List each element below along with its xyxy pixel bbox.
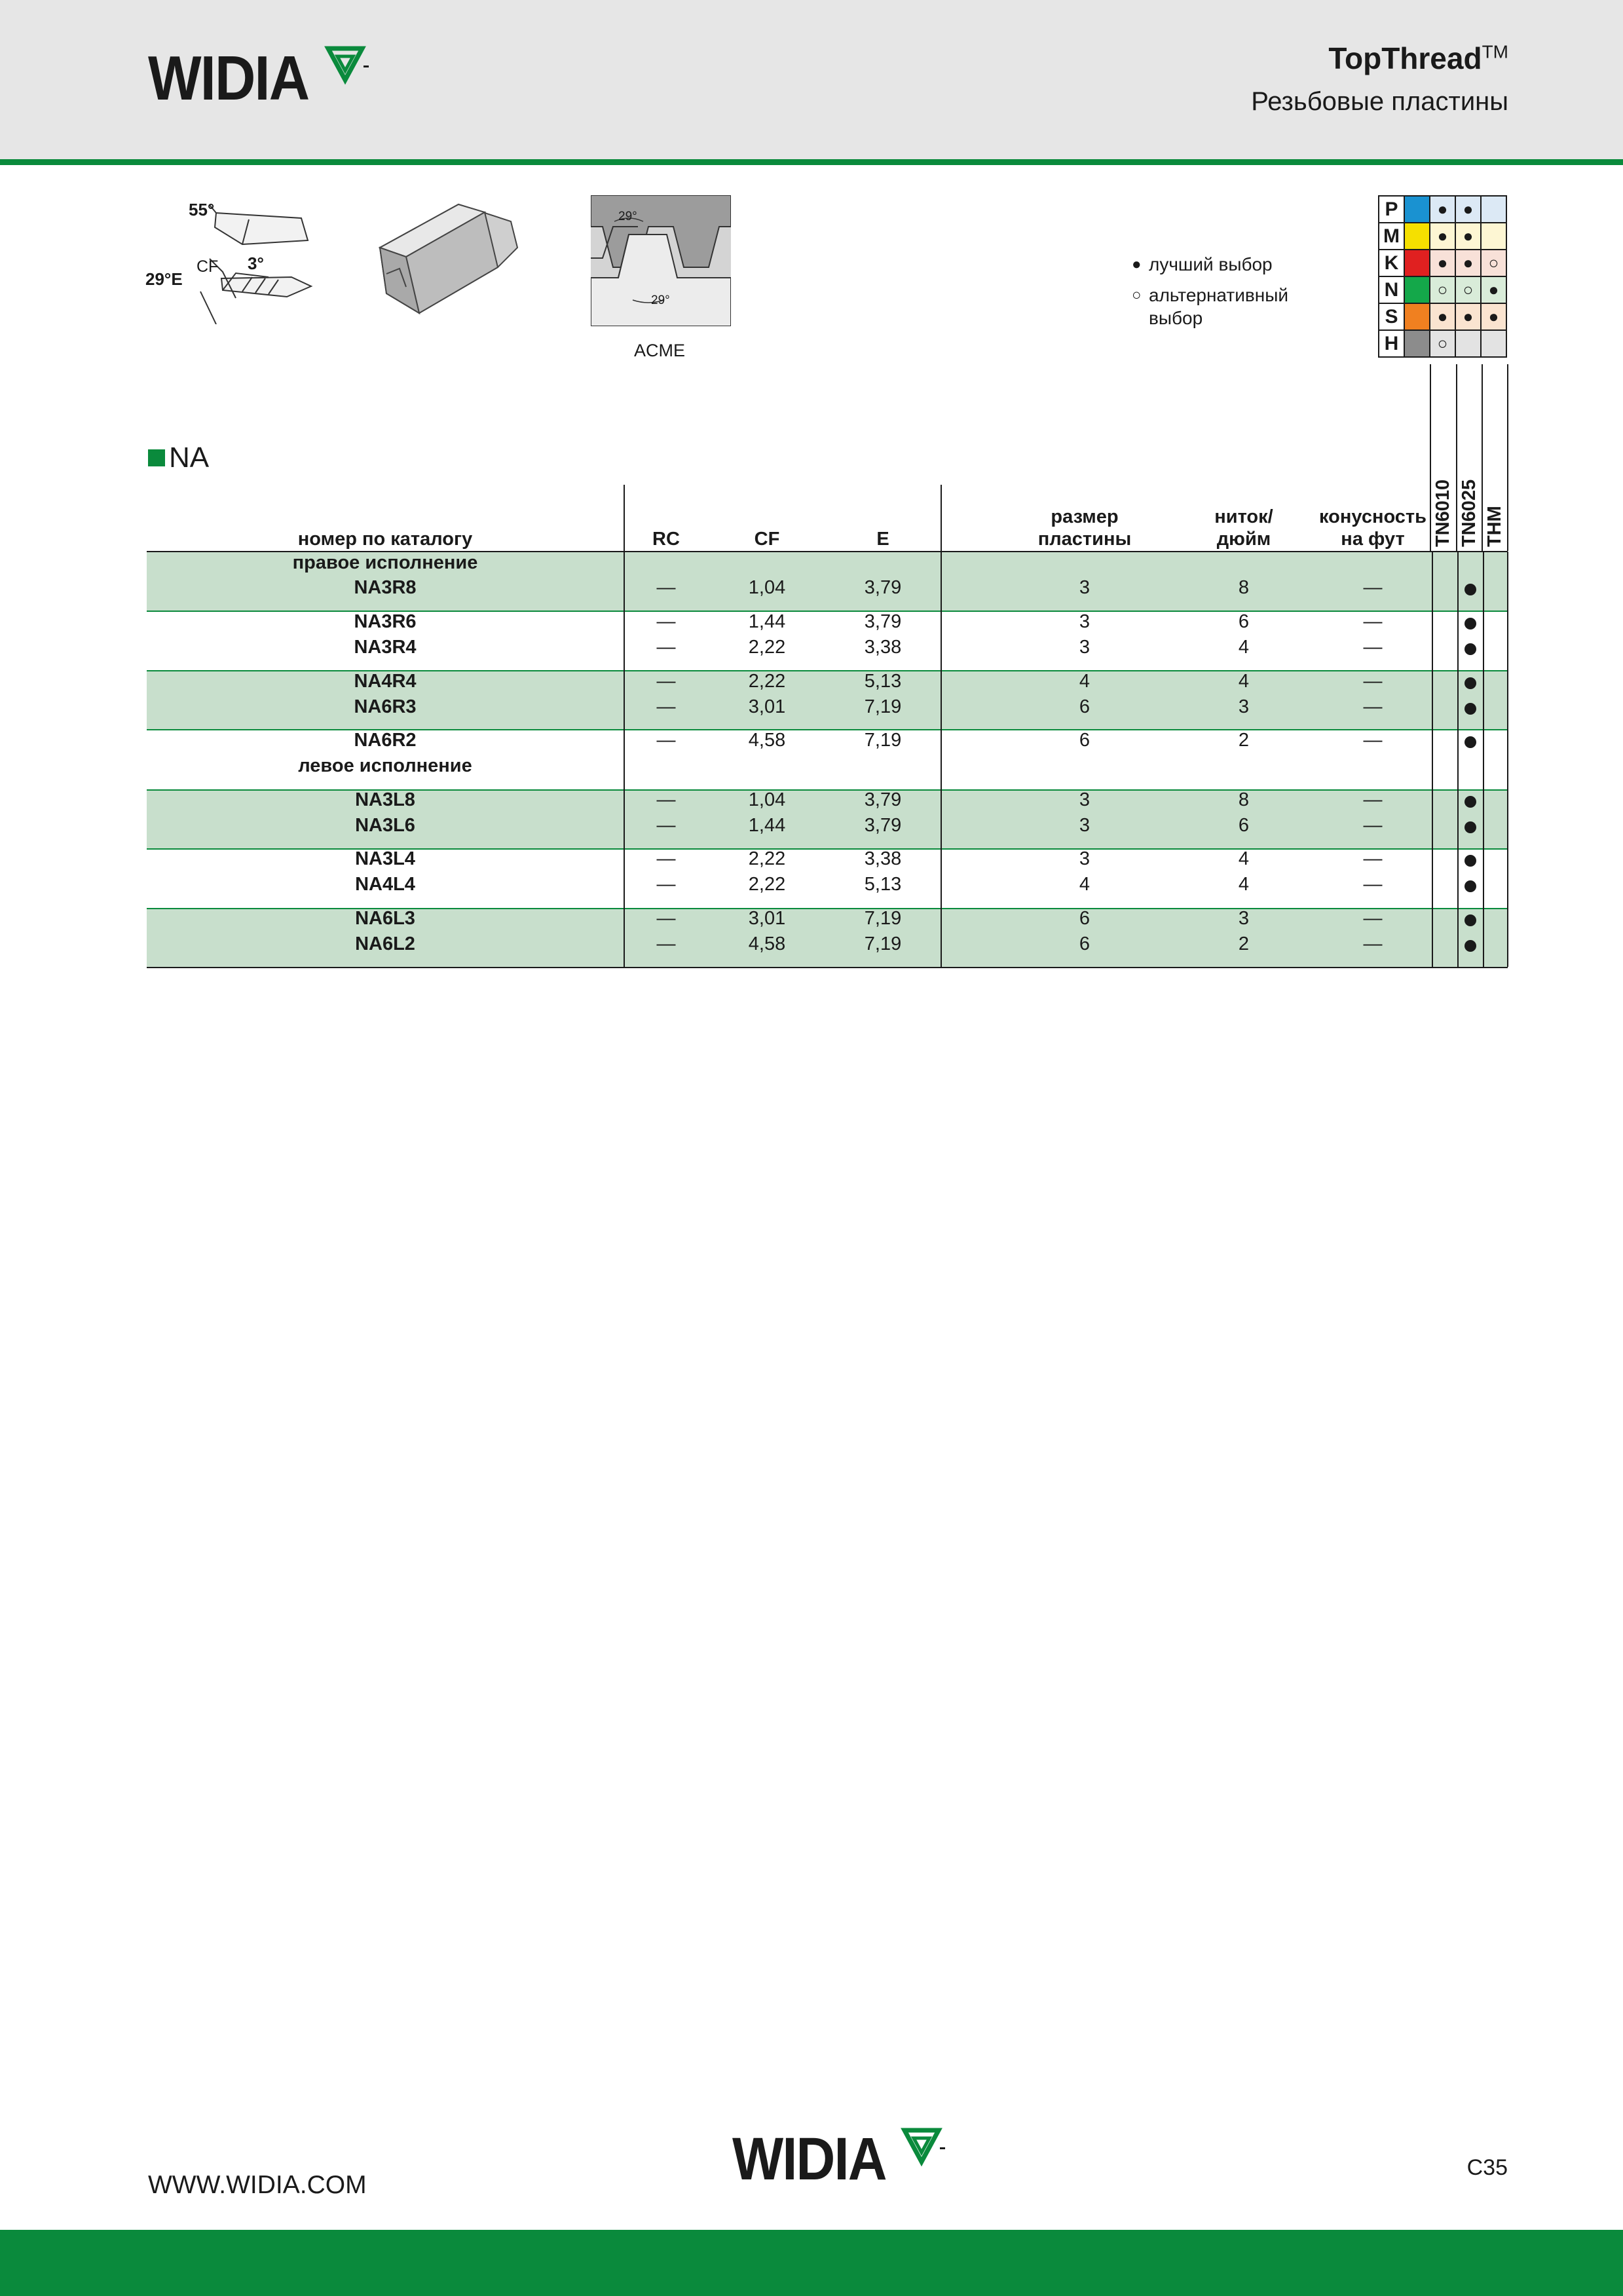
header-catalog: номер по каталогу — [297, 529, 473, 550]
cell-taper: — — [1363, 848, 1383, 869]
cell-tpi: 2 — [1238, 933, 1250, 954]
material-grade-cell: ● — [1455, 223, 1481, 250]
header-cf: CF — [754, 529, 780, 550]
cell-e: 7,19 — [864, 730, 902, 751]
hand-group-label: левое исполнение — [298, 755, 472, 776]
catalog-number: NA6L2 — [355, 933, 415, 954]
material-grade-cell: ○ — [1481, 250, 1506, 276]
material-grade-cell: ● — [1455, 196, 1481, 223]
cell-size: 6 — [1079, 696, 1091, 717]
material-grade-cell: ● — [1430, 196, 1455, 223]
hand-group-label: правое исполнение — [292, 552, 478, 573]
cell-tpi: 3 — [1238, 696, 1250, 717]
cell-tpi: 6 — [1238, 815, 1250, 836]
material-grade-cell: ○ — [1455, 276, 1481, 303]
brand-subtitle: Резьбовые пластины — [1251, 87, 1508, 116]
catalog-number: NA4L4 — [355, 874, 415, 895]
cell-taper: — — [1363, 730, 1383, 751]
cell-rc: — — [656, 637, 676, 658]
material-row-s — [1379, 303, 1506, 330]
material-grade-cell: ● — [1481, 276, 1506, 303]
filled-dot-icon — [1464, 643, 1476, 655]
cell-tpi: 8 — [1238, 789, 1250, 810]
grade-column-divider — [1456, 364, 1457, 551]
grade-column-divider — [1482, 364, 1483, 551]
cell-taper: — — [1363, 696, 1383, 717]
footer-url: WWW.WIDIA.COM — [148, 2171, 367, 2199]
cell-size: 3 — [1079, 789, 1091, 810]
cell-cf: 1,04 — [748, 577, 786, 598]
cell-e: 3,79 — [864, 611, 902, 632]
cell-cf: 2,22 — [748, 874, 786, 895]
cell-cf: 1,44 — [748, 815, 786, 836]
material-grade-cell: ● — [1455, 250, 1481, 276]
cell-taper: — — [1363, 933, 1383, 954]
cell-taper: — — [1363, 671, 1383, 692]
catalog-number: NA3L4 — [355, 848, 415, 869]
cell-taper: — — [1363, 908, 1383, 929]
material-matrix — [1378, 195, 1507, 358]
grade-label-tn6025: TN6025 — [1459, 479, 1480, 547]
filled-dot-icon — [1464, 821, 1476, 833]
cell-rc: — — [656, 611, 676, 632]
cell-cf: 2,22 — [748, 637, 786, 658]
footer-bar — [0, 2230, 1623, 2296]
catalog-number: NA3R6 — [354, 611, 417, 632]
filled-dot-icon: ● — [1132, 255, 1142, 273]
grade-column-divider — [1507, 364, 1508, 551]
cell-size: 3 — [1079, 815, 1091, 836]
cell-size: 3 — [1079, 848, 1091, 869]
header-size: размер пластины — [1037, 506, 1132, 550]
material-row-h — [1379, 330, 1506, 357]
cell-size: 3 — [1079, 611, 1091, 632]
material-grade-cell: ● — [1430, 303, 1455, 330]
cell-cf: 2,22 — [748, 848, 786, 869]
cell-rc: — — [656, 874, 676, 895]
cell-tpi: 8 — [1238, 577, 1250, 598]
catalog-number: NA6L3 — [355, 908, 415, 929]
angle-29e-label: 29°E — [145, 269, 183, 289]
cell-cf: 1,04 — [748, 789, 786, 810]
cell-size: 6 — [1079, 908, 1091, 929]
cell-size: 6 — [1079, 933, 1091, 954]
cell-cf: 4,58 — [748, 933, 786, 954]
insert-geometry-drawing — [144, 193, 327, 324]
filled-dot-icon — [1464, 855, 1476, 867]
cell-e: 5,13 — [864, 671, 902, 692]
header-rc: RC — [652, 529, 680, 550]
insert-3d-drawing — [367, 195, 524, 320]
header-e: E — [876, 529, 889, 550]
cell-size: 6 — [1079, 730, 1091, 751]
angle-3-label: 3° — [248, 254, 264, 273]
header-taper: конусность на фут — [1319, 506, 1427, 550]
brand-title: TopThread™ — [1328, 41, 1508, 75]
cell-tpi: 4 — [1238, 848, 1250, 869]
filled-dot-icon — [1464, 703, 1476, 715]
filled-dot-icon — [1464, 796, 1476, 808]
cell-tpi: 6 — [1238, 611, 1250, 632]
cell-cf: 3,01 — [748, 696, 786, 717]
catalog-number: NA4R4 — [354, 671, 417, 692]
material-code: K — [1379, 250, 1404, 276]
catalog-number: NA6R2 — [354, 730, 417, 751]
cell-e: 7,19 — [864, 696, 902, 717]
open-circle-icon: ○ — [1132, 286, 1142, 304]
legend — [1132, 253, 1288, 337]
material-row-m — [1379, 223, 1506, 250]
cell-rc: — — [656, 848, 676, 869]
catalog-number: NA3L8 — [355, 789, 415, 810]
cell-tpi: 2 — [1238, 730, 1250, 751]
material-grade-cell: ○ — [1430, 276, 1455, 303]
material-color-swatch — [1404, 250, 1430, 276]
material-code: N — [1379, 276, 1404, 303]
material-grade-cell — [1455, 330, 1481, 357]
cell-taper: — — [1363, 815, 1383, 836]
section-square-icon — [148, 449, 165, 466]
material-color-swatch — [1404, 330, 1430, 357]
catalog-number: NA3R4 — [354, 637, 417, 658]
cell-rc: — — [656, 815, 676, 836]
material-grade-cell — [1481, 196, 1506, 223]
cell-cf: 1,44 — [748, 611, 786, 632]
filled-dot-icon — [1464, 677, 1476, 689]
material-code: M — [1379, 223, 1404, 250]
cell-e: 7,19 — [864, 908, 902, 929]
cell-tpi: 4 — [1238, 874, 1250, 895]
material-code: H — [1379, 330, 1404, 357]
cell-cf: 2,22 — [748, 671, 786, 692]
cell-rc: — — [656, 696, 676, 717]
page-number: C35 — [1466, 2155, 1508, 2180]
filled-dot-icon — [1464, 584, 1476, 595]
section-title: NA — [148, 442, 209, 474]
cell-e: 3,38 — [864, 637, 902, 658]
cell-e: 3,38 — [864, 848, 902, 869]
cell-rc: — — [656, 730, 676, 751]
cell-tpi: 4 — [1238, 671, 1250, 692]
material-grade-cell: ● — [1430, 250, 1455, 276]
cell-taper: — — [1363, 789, 1383, 810]
cell-rc: — — [656, 789, 676, 810]
cell-e: 7,19 — [864, 933, 902, 954]
catalog-number: NA3R8 — [354, 577, 417, 598]
material-grade-cell — [1481, 223, 1506, 250]
filled-dot-icon — [1464, 736, 1476, 748]
acme-top-angle: 29° — [618, 210, 637, 223]
angle-55-label: 55° — [189, 200, 215, 219]
acme-profile-drawing — [591, 195, 731, 326]
material-color-swatch — [1404, 196, 1430, 223]
cell-size: 4 — [1079, 671, 1091, 692]
cell-cf: 3,01 — [748, 908, 786, 929]
filled-dot-icon — [1464, 618, 1476, 630]
legend-alternative: ○ альтернативный выбор — [1132, 285, 1288, 328]
material-grade-cell: ● — [1455, 303, 1481, 330]
acme-label: ACME — [634, 341, 686, 360]
material-grade-cell: ● — [1430, 223, 1455, 250]
material-color-swatch — [1404, 276, 1430, 303]
cell-size: 3 — [1079, 637, 1091, 658]
catalog-number: NA6R3 — [354, 696, 417, 717]
header-tpi: ниток/ дюйм — [1214, 506, 1273, 550]
cell-size: 4 — [1079, 874, 1091, 895]
material-grade-cell: ● — [1481, 303, 1506, 330]
cell-size: 3 — [1079, 577, 1091, 598]
catalog-number: NA3L6 — [355, 815, 415, 836]
table-rule — [147, 967, 1508, 968]
widia-logo: WIDIA — [148, 47, 370, 110]
footer-widia-logo: WIDIA — [732, 2129, 946, 2189]
material-grade-cell — [1481, 330, 1506, 357]
material-color-swatch — [1404, 223, 1430, 250]
material-row-n — [1379, 276, 1506, 303]
cell-taper: — — [1363, 637, 1383, 658]
column-divider — [1507, 552, 1508, 967]
material-code: P — [1379, 196, 1404, 223]
filled-dot-icon — [1464, 880, 1476, 892]
column-divider — [1432, 552, 1433, 967]
widia-triangle-icon — [901, 2125, 946, 2171]
column-divider — [1483, 552, 1484, 967]
legend-best: ● лучший выбор — [1132, 254, 1273, 274]
grade-label-tn6010: TN6010 — [1432, 479, 1453, 547]
material-row-k — [1379, 250, 1506, 276]
cell-rc: — — [656, 933, 676, 954]
column-divider — [1457, 552, 1459, 967]
filled-dot-icon — [1464, 940, 1476, 952]
widia-triangle-icon — [324, 43, 370, 89]
header-divider — [0, 159, 1623, 165]
cell-e: 3,79 — [864, 815, 902, 836]
acme-bottom-angle: 29° — [651, 293, 670, 307]
cell-taper: — — [1363, 577, 1383, 598]
cell-e: 3,79 — [864, 789, 902, 810]
cell-rc: — — [656, 577, 676, 598]
cell-cf: 4,58 — [748, 730, 786, 751]
cell-rc: — — [656, 908, 676, 929]
material-code: S — [1379, 303, 1404, 330]
cell-e: 5,13 — [864, 874, 902, 895]
material-color-swatch — [1404, 303, 1430, 330]
material-grade-cell: ○ — [1430, 330, 1455, 357]
filled-dot-icon — [1464, 914, 1476, 926]
cell-tpi: 4 — [1238, 637, 1250, 658]
cell-tpi: 3 — [1238, 908, 1250, 929]
cell-taper: — — [1363, 874, 1383, 895]
cell-e: 3,79 — [864, 577, 902, 598]
material-row-p — [1379, 196, 1506, 223]
grade-label-thm: THM — [1484, 506, 1505, 547]
cell-rc: — — [656, 671, 676, 692]
cell-taper: — — [1363, 611, 1383, 632]
cf-label: CF — [196, 257, 219, 276]
